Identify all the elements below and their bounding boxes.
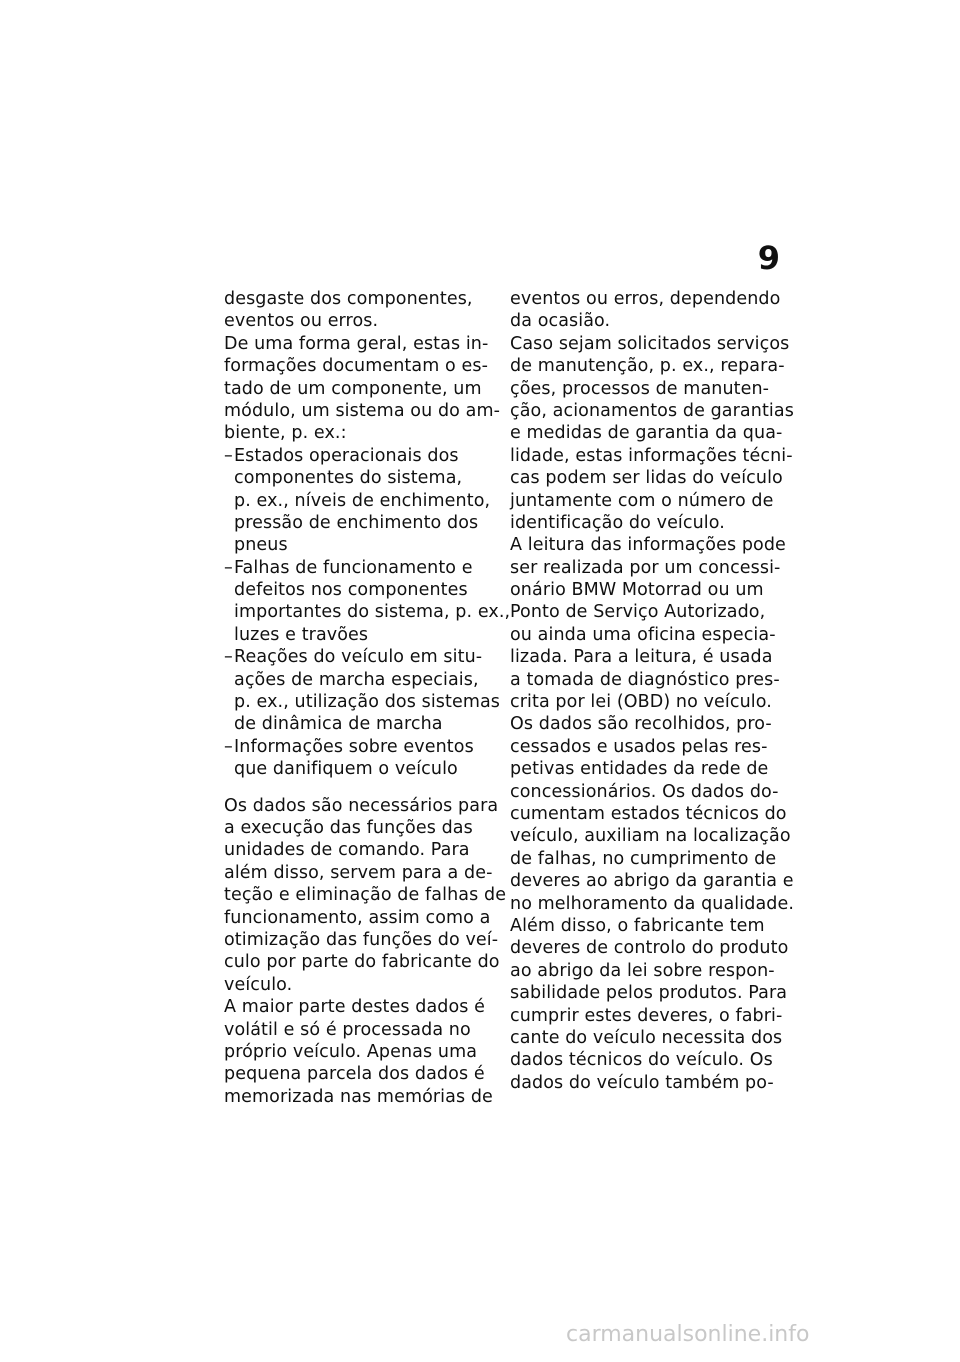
text-line: biente, p. ex.: — [224, 423, 347, 444]
left-text-column — [224, 288, 511, 1108]
bullet-line — [224, 646, 496, 668]
text-line: volátil e só é processada no — [224, 1019, 471, 1040]
text-line: tado de um componente, um — [224, 378, 482, 399]
text-line: petivas entidades da rede de — [510, 759, 769, 780]
text-line: crita por lei (OBD) no veículo. — [510, 692, 772, 713]
bullet-text: Reações do veículo em situ- — [234, 647, 483, 668]
text-line: Ponto de Serviço Autorizado, — [510, 602, 766, 623]
text-line: deveres de controlo do produto — [510, 938, 789, 959]
text-line: A maior parte destes dados é — [224, 997, 486, 1018]
text-line: cumentam estados técnicos do — [510, 803, 787, 824]
text-line: funcionamento, assim como a — [224, 907, 491, 928]
text-line: eventos ou erros. — [224, 311, 379, 332]
text-line: unidades de comando. Para — [224, 840, 470, 861]
text-line: identificação do veículo. — [510, 512, 725, 533]
bullet-continuation-line: ações de marcha especiais, — [234, 669, 479, 690]
text-line: de falhas, no cumprimento de — [510, 848, 777, 869]
text-line: De uma forma geral, estas in- — [224, 333, 489, 354]
bullet-text: Informações sobre eventos — [234, 736, 474, 757]
text-line: próprio veículo. Apenas uma — [224, 1041, 478, 1062]
bullet-continuation-line: pressão de enchimento dos — [234, 512, 479, 533]
bullet-line — [224, 445, 496, 467]
text-line: da ocasião. — [510, 311, 611, 332]
text-line: dados do veículo também po- — [510, 1072, 774, 1093]
text-line: Além disso, o fabricante tem — [510, 915, 765, 936]
text-line: dados técnicos do veículo. Os — [510, 1050, 773, 1071]
text-line: lizada. Para a leitura, é usada — [510, 647, 773, 668]
bullet-continuation-line: que danifiquem o veículo — [234, 759, 458, 780]
text-line: A leitura das informações pode — [510, 535, 786, 556]
bullet-continuation-line: pneus — [234, 535, 288, 556]
bullet-continuation-line: luzes e travões — [234, 624, 369, 645]
bullet-text: Estados operacionais dos — [234, 445, 459, 466]
bullet-line — [224, 557, 496, 579]
bullet-dash: – — [224, 736, 233, 757]
text-line: ao abrigo da lei sobre respon- — [510, 960, 775, 981]
text-line: pequena parcela dos dados é — [224, 1064, 485, 1085]
text-line: sabilidade pelos produtos. Para — [510, 983, 788, 1004]
bullet-line — [224, 736, 496, 758]
text-line: deveres ao abrigo da garantia e — [510, 871, 794, 892]
text-line: e medidas de garantia da qua- — [510, 423, 783, 444]
bullet-dash: – — [224, 557, 233, 578]
text-line: lidade, estas informações técni- — [510, 445, 793, 466]
paragraph-gap — [224, 781, 496, 795]
text-line: a tomada de diagnóstico pres- — [510, 669, 780, 690]
text-line: cessados e usados pelas res- — [510, 736, 768, 757]
text-line: Os dados são recolhidos, pro- — [510, 714, 772, 735]
bullet-dash: – — [224, 647, 233, 668]
text-line: veículo. — [224, 974, 293, 995]
text-line: a execução das funções das — [224, 817, 473, 838]
page-number: 9 — [757, 239, 780, 277]
text-line: cumprir estes deveres, o fabri- — [510, 1005, 783, 1026]
text-line: cas podem ser lidas do veículo — [510, 468, 783, 489]
text-line: ção, acionamentos de garantias — [510, 400, 794, 421]
text-line: módulo, um sistema ou do am- — [224, 400, 501, 421]
bullet-continuation-line: defeitos nos componentes — [234, 580, 468, 601]
text-line: no melhoramento da qualidade. — [510, 893, 795, 914]
text-line: ser realizada por um concessi- — [510, 557, 781, 578]
text-line: formações documentam o es- — [224, 356, 488, 377]
text-line: cante do veículo necessita dos — [510, 1027, 783, 1048]
text-line: eventos ou erros, dependendo — [510, 289, 781, 309]
text-line: culo por parte do fabricante do — [224, 952, 500, 973]
text-line: onário BMW Motorrad ou um — [510, 580, 764, 601]
text-line: Os dados são necessários para — [224, 795, 499, 816]
bullet-continuation-line: importantes do sistema, p. ex., — [234, 602, 511, 623]
text-line: veículo, auxiliam na localização — [510, 826, 791, 847]
bullet-continuation-line: de dinâmica de marcha — [234, 714, 443, 735]
bullet-continuation-line: componentes do sistema, — [234, 468, 463, 489]
bullet-continuation-line: p. ex., utilização dos sistemas — [234, 692, 501, 713]
text-line: otimização das funções do veí- — [224, 929, 499, 950]
text-line: teção e eliminação de falhas de — [224, 885, 507, 906]
text-line: concessionários. Os dados do- — [510, 781, 779, 802]
bullet-continuation-line: p. ex., níveis de enchimento, — [234, 490, 491, 511]
text-line: desgaste dos componentes, — [224, 289, 473, 309]
bullet-text: Falhas de funcionamento e — [234, 557, 473, 578]
bullet-dash: – — [224, 445, 233, 466]
text-line: ções, processos de manuten- — [510, 378, 770, 399]
text-line: além disso, servem para a de- — [224, 862, 493, 883]
text-line: de manutenção, p. ex., repara- — [510, 356, 785, 377]
text-line: juntamente com o número de — [510, 490, 774, 511]
text-line: Caso sejam solicitados serviços — [510, 333, 790, 354]
text-line: ou ainda uma oficina especia- — [510, 624, 776, 645]
text-line: memorizada nas memórias de — [224, 1086, 493, 1107]
watermark: carmanualsonline.info — [566, 1322, 810, 1347]
right-text-column — [510, 288, 795, 1094]
